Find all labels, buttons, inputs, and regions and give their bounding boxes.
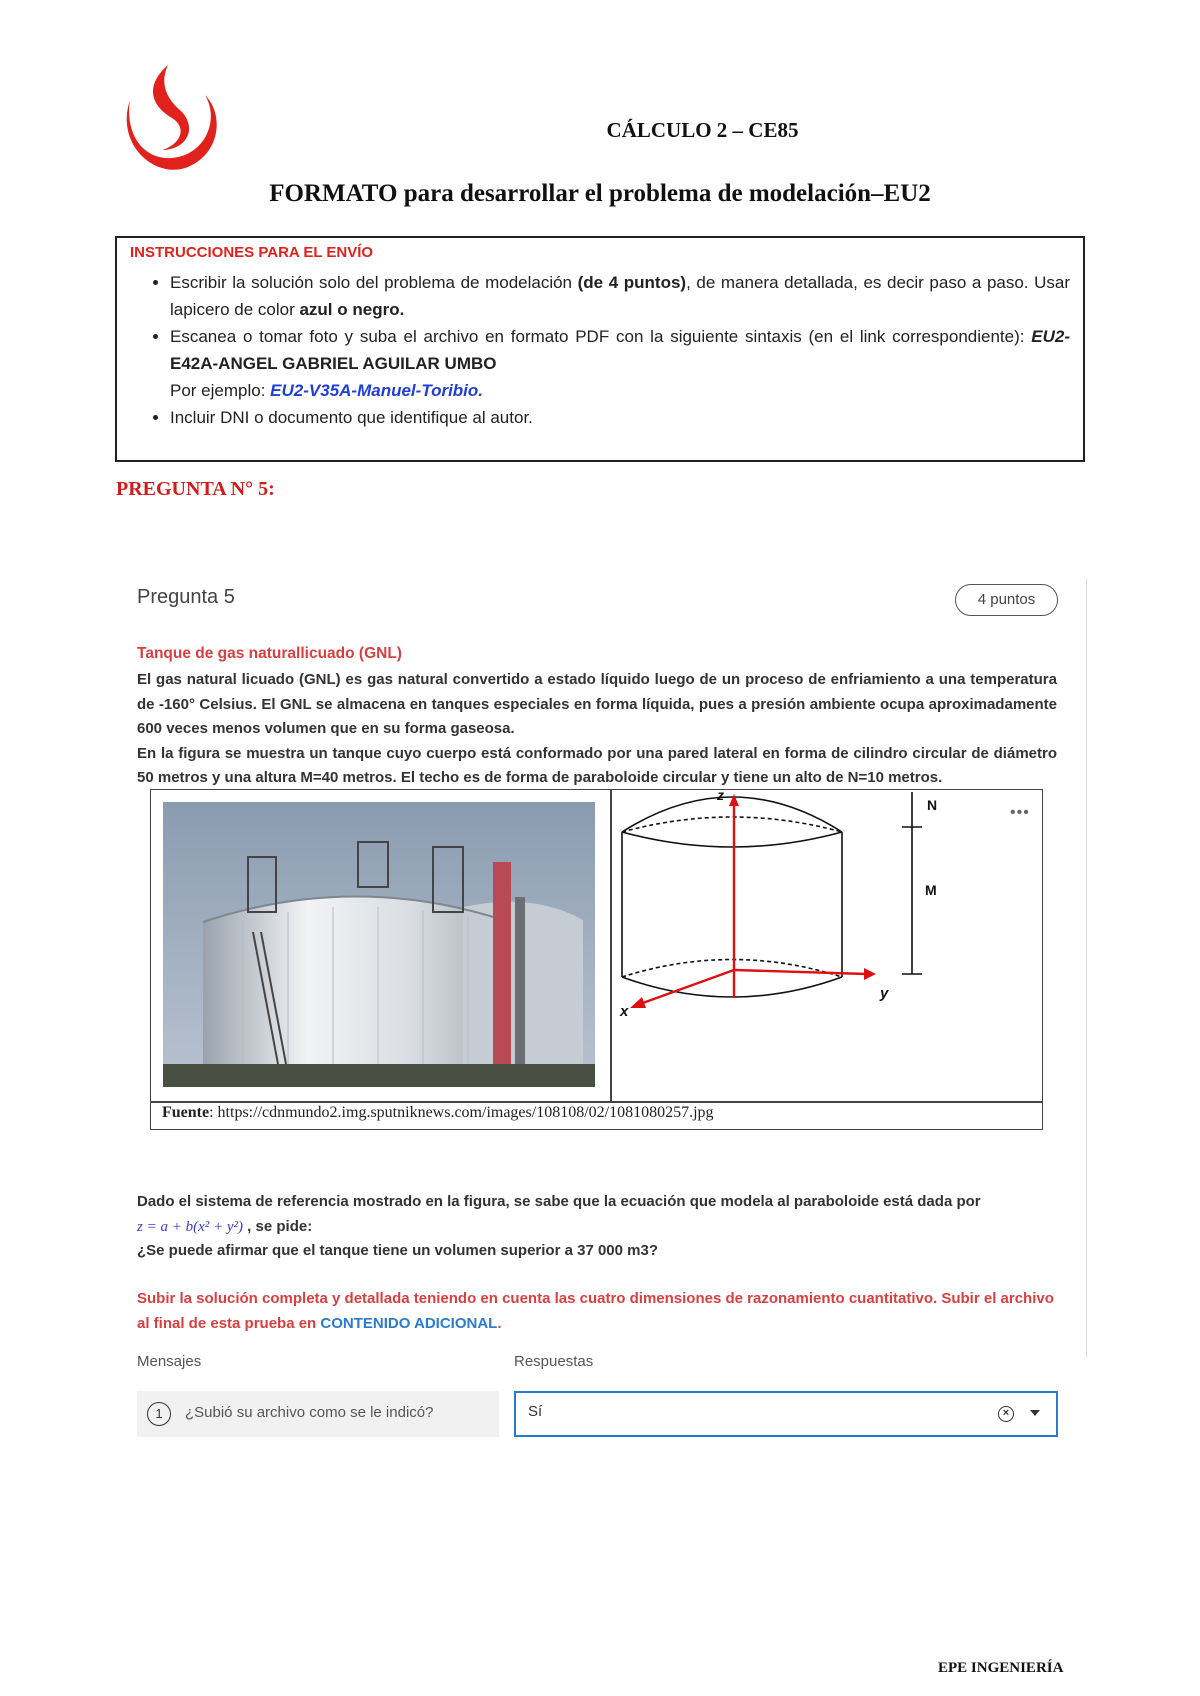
question-paragraph: En la figura se muestra un tanque cuyo cuerpo está conformado por una pared lateral en forma de cilindro circular de diámetro 50 metros y una altura M=40 metros. El techo es de forma de paraboloide circular y tiene un alto de N=10 metros.	[137, 744, 1057, 786]
clear-icon[interactable]: ×	[998, 1406, 1014, 1422]
question-body	[137, 668, 1057, 791]
message-number-badge: 1	[147, 1402, 171, 1426]
caption-label: Fuente	[162, 1104, 210, 1121]
example-filename: EU2-V35A-Manuel-Toribio.	[270, 381, 484, 400]
instruction-text: , de manera detallada, es decir paso a paso. Usar lapicero de color	[170, 273, 1071, 319]
upload-text: .	[497, 1314, 502, 1332]
z-axis-label: z	[717, 792, 724, 803]
additional-content-link[interactable]: CONTENIDO ADICIONAL	[320, 1314, 498, 1332]
paraboloid-equation: z = a + b(x² + y²)	[137, 1218, 244, 1235]
instructions-list	[130, 269, 1070, 431]
instruction-item: • Incluir DNI o documento que identifique al autor.	[170, 404, 1070, 431]
chevron-down-icon[interactable]	[1030, 1410, 1040, 1416]
format-title: FORMATO para desarrollar el problema de modelación–EU2	[269, 180, 931, 207]
question-paragraph: El gas natural licuado (GNL) es gas natural convertido a estado líquido luego de un proceso de enfriamiento a una temperatura de -160° Celsius. El GNL se almacena en tanques especiales en forma líquida, pues a presión ambiente ocupa aproximadamente 600 veces menos volumen que en su forma gaseosa.	[137, 671, 1057, 737]
instruction-text: Escanea o tomar foto y suba el archivo en formato PDF con la siguiente sintaxis (en el link correspondiente):	[170, 327, 1032, 346]
divider	[1086, 578, 1087, 1358]
footer-text: EPE INGENIERÍA	[938, 1660, 1064, 1676]
instruction-item	[170, 323, 1070, 404]
prompt-text: Dado el sistema de referencia mostrado en la figura, se sabe que la ecuación que modela al paraboloide está dada por	[137, 1193, 981, 1210]
responses-label: Respuestas	[514, 1353, 594, 1370]
question-title: Pregunta 5	[137, 586, 235, 608]
message-text: ¿Subió su archivo como se le indicó?	[185, 1404, 434, 1421]
instructions-title: INSTRUCCIONES PARA EL ENVÍO	[130, 244, 374, 261]
upload-text: Subir la solución completa y detallada teniendo en cuenta las cuatro dimensiones de razonamiento cuantitativo. Subir el archivo al final de esta prueba en	[137, 1290, 1054, 1332]
upload-instruction	[137, 1287, 1057, 1336]
question-prompt	[137, 1190, 1057, 1264]
instruction-bold: (de 4 puntos)	[577, 273, 687, 292]
n-dimension-label: N	[927, 797, 938, 813]
tank-diagram	[612, 792, 1042, 1100]
x-axis-label: x	[620, 1003, 629, 1020]
instruction-item	[170, 269, 1070, 323]
tank-photo	[163, 802, 595, 1087]
response-value[interactable]: Sí	[528, 1403, 543, 1420]
y-axis-label: y	[880, 985, 889, 1002]
instruction-text: Por ejemplo:	[170, 381, 271, 400]
figure-caption	[162, 1104, 714, 1122]
messages-label: Mensajes	[137, 1353, 202, 1370]
course-title: CÁLCULO 2 – CE85	[606, 118, 799, 142]
caption-url: : https://cdnmundo2.img.sputniknews.com/images/108108/02/1081080257.jpg	[209, 1104, 714, 1121]
response-select[interactable]	[514, 1391, 1058, 1437]
instruction-text: Escribir la solución solo del problema de modelación	[170, 273, 578, 292]
instruction-bold: azul o negro.	[299, 300, 405, 319]
instruction-bold: EU2-	[1031, 327, 1070, 346]
question-label: PREGUNTA N° 5:	[116, 478, 275, 500]
instructions-box	[115, 236, 1085, 462]
caption-divider	[150, 1101, 1043, 1103]
question-subtitle: Tanque de gas naturallicuado (GNL)	[137, 645, 402, 662]
instruction-bold: E42A-ANGEL GABRIEL AGUILAR UMBO	[170, 354, 497, 373]
points-badge: 4 puntos	[955, 584, 1058, 616]
prompt-text: , se pide:	[243, 1217, 313, 1235]
prompt-question: ¿Se puede afirmar que el tanque tiene un volumen superior a 37 000 m3?	[137, 1242, 658, 1259]
m-dimension-label: M	[925, 882, 937, 898]
more-options-icon[interactable]: •••	[1010, 804, 1030, 821]
